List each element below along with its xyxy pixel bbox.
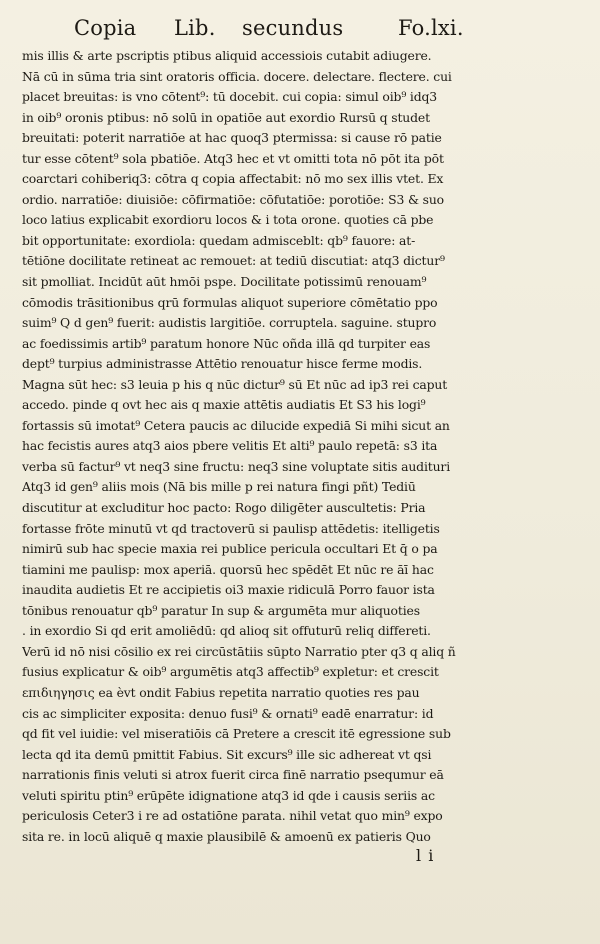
- text-line: discutitur at excluditur hoc pacto: Rogo diligēter auscultetis: Pria: [22, 500, 426, 516]
- text-line: narrationis finis veluti si atrox fuerit circa finē narratio psequmur eā: [22, 767, 444, 783]
- text-line: verba sū factur⁹ vt neq3 sine fructu: neq3 sine voluptate sitis audituri: [22, 458, 451, 474]
- text-line: fortasse frōte minutū vt qd tractoverū si paulisp attēdetis: itelligetis: [22, 520, 440, 536]
- text-line: loco latius explicabit exordioru locos & i tota orone. quoties cā pbe: [22, 212, 434, 228]
- folio-number: Fo.lxi.: [398, 16, 464, 40]
- text-line: lecta qd ita demū pmittit Fabius. Sit excurs⁹ ille sic adhereat vt qsi: [22, 746, 432, 762]
- text-line: accedo. pinde q ovt hec ais q maxie attētis audiatis Et S3 his logi⁹: [22, 397, 426, 413]
- text-line: nimirū sub hac specie maxia rei publice pericula occultari Et q̄ o pa: [22, 541, 438, 557]
- text-line: suim⁹ Q d gen⁹ fuerit: audistis largitiōe. corruptela. saguine. stupro: [22, 315, 437, 331]
- text-line: periculosis Ceter3 i re ad ostatiōne parata. nihil vetat quo min⁹ expo: [22, 808, 443, 824]
- text-line: tōnibus renouatur qb⁹ paratur In sup & argumēta mur aliquoties: [22, 602, 420, 618]
- text-line: Verū id nō nisi cōsilio ex rei circūstātiis sūpto Narratio pter q3 q aliq ñ: [22, 643, 456, 659]
- text-line: bit opportunitate: exordiola: quedam admisceblt: qb⁹ fauore: at-: [22, 232, 416, 248]
- text-line: fortassis sū imotat⁹ Cetera paucis ac dilucide expediā Si mihi sicut an: [22, 417, 450, 433]
- text-line: sita re. in locū aliquē q maxie plausibilē & amoenū ex patieris Quo: [22, 828, 431, 844]
- text-line: fusius explicatur & oib⁹ argumētis atq3 affectib⁹ expletur: et crescit: [22, 664, 439, 680]
- signature-mark: l i: [416, 846, 435, 865]
- text-line: Atq3 id gen⁹ aliis mois (Nā bis mille p rei natura fingi pñt) Tediū: [22, 479, 416, 495]
- text-line: επιδιηγησις ea èvt ondit Fabius repetita narratio quoties res pau: [22, 684, 420, 700]
- text-line: ordio. narratiōe: diuisiōe: cōfirmatiōe: cōfutatiōe: porotiōe: S3 & suo: [22, 191, 444, 207]
- text-line: veluti spiritu ptin⁹ erūpēte idignatione atq3 id qde i causis seriis ac: [22, 787, 435, 803]
- text-line: ac foedissimis artib⁹ paratum honore Nūc oñda illā qd turpiter eas: [22, 335, 431, 351]
- text-line: breuitati: poterit narratiōe at hac quoq3 ptermissa: si cause rō patie: [22, 130, 442, 146]
- text-line: placet breuitas: is vno cōtent⁹: tū docebit. cui copia: simul oib⁹ idq3: [22, 89, 438, 105]
- text-line: dept⁹ turpius administrasse Attētio renouatur hisce ferme modis.: [22, 356, 423, 372]
- text-line: hac fecistis aures atq3 aios pbere velitis Et alti⁹ paulo repetā: s3 ita: [22, 438, 438, 454]
- text-line: cis ac simpliciter exposita: denuo fusi⁹ & ornati⁹ eadē enarratur: id: [22, 705, 434, 721]
- running-head-book-number: secundus: [242, 16, 344, 40]
- text-line: cōmodis trāsitionibus qrū formulas aliquot superiore cōmētatio ppo: [22, 294, 438, 310]
- text-line: qd fit vel iuidie: vel miseratiōis cā Pretere a crescit itē egressione sub: [22, 726, 451, 742]
- running-head-title: Copia: [74, 16, 137, 40]
- text-line: Magna sūt hec: s3 leuia p his q nūc dictur⁹ sū Et nūc ad ip3 rei caput: [22, 376, 448, 392]
- text-line: coarctari cohiberiq3: cōtra q copia affectabit: nō mo sex illis vtet. Ex: [22, 171, 444, 187]
- text-line: Nā cū in sūma tria sint oratoris officia. docere. delectare. flectere. cui: [22, 68, 452, 84]
- text-line: inaudita audietis Et re accipietis oi3 maxie ridiculā Porro fauor ista: [22, 582, 435, 598]
- text-line: tiamini me paulisp: mox aperiā. quorsū hec spēdēt Et nūc re āī hac: [22, 561, 434, 577]
- text-line: mis illis & arte pscriptis ptibus aliquid accessiois cutabit adiugere.: [22, 48, 432, 63]
- text-line: in oib⁹ oronis ptibus: nō solū in opatiōe aut exordio Rursū q studet: [22, 109, 430, 125]
- running-head: [60, 10, 540, 46]
- text-line: . in exordio Si qd erit amoliēdū: qd alioq sit offuturū reliq differeti.: [22, 623, 431, 639]
- text-line: sit pmolliat. Incidūt aūt hmōi pspe. Docilitate potissimū renouam⁹: [22, 274, 427, 290]
- text-line: tur esse cōtent⁹ sola pbatiōe. Atq3 hec et vt omitti tota nō pōt ita pōt: [22, 150, 444, 166]
- text-line: tētiōne docilitate retineat ac remouet: at tediū discutiat: atq3 dictur⁹: [22, 253, 445, 269]
- running-head-book: Lib.: [174, 16, 216, 40]
- body-text: [22, 46, 574, 847]
